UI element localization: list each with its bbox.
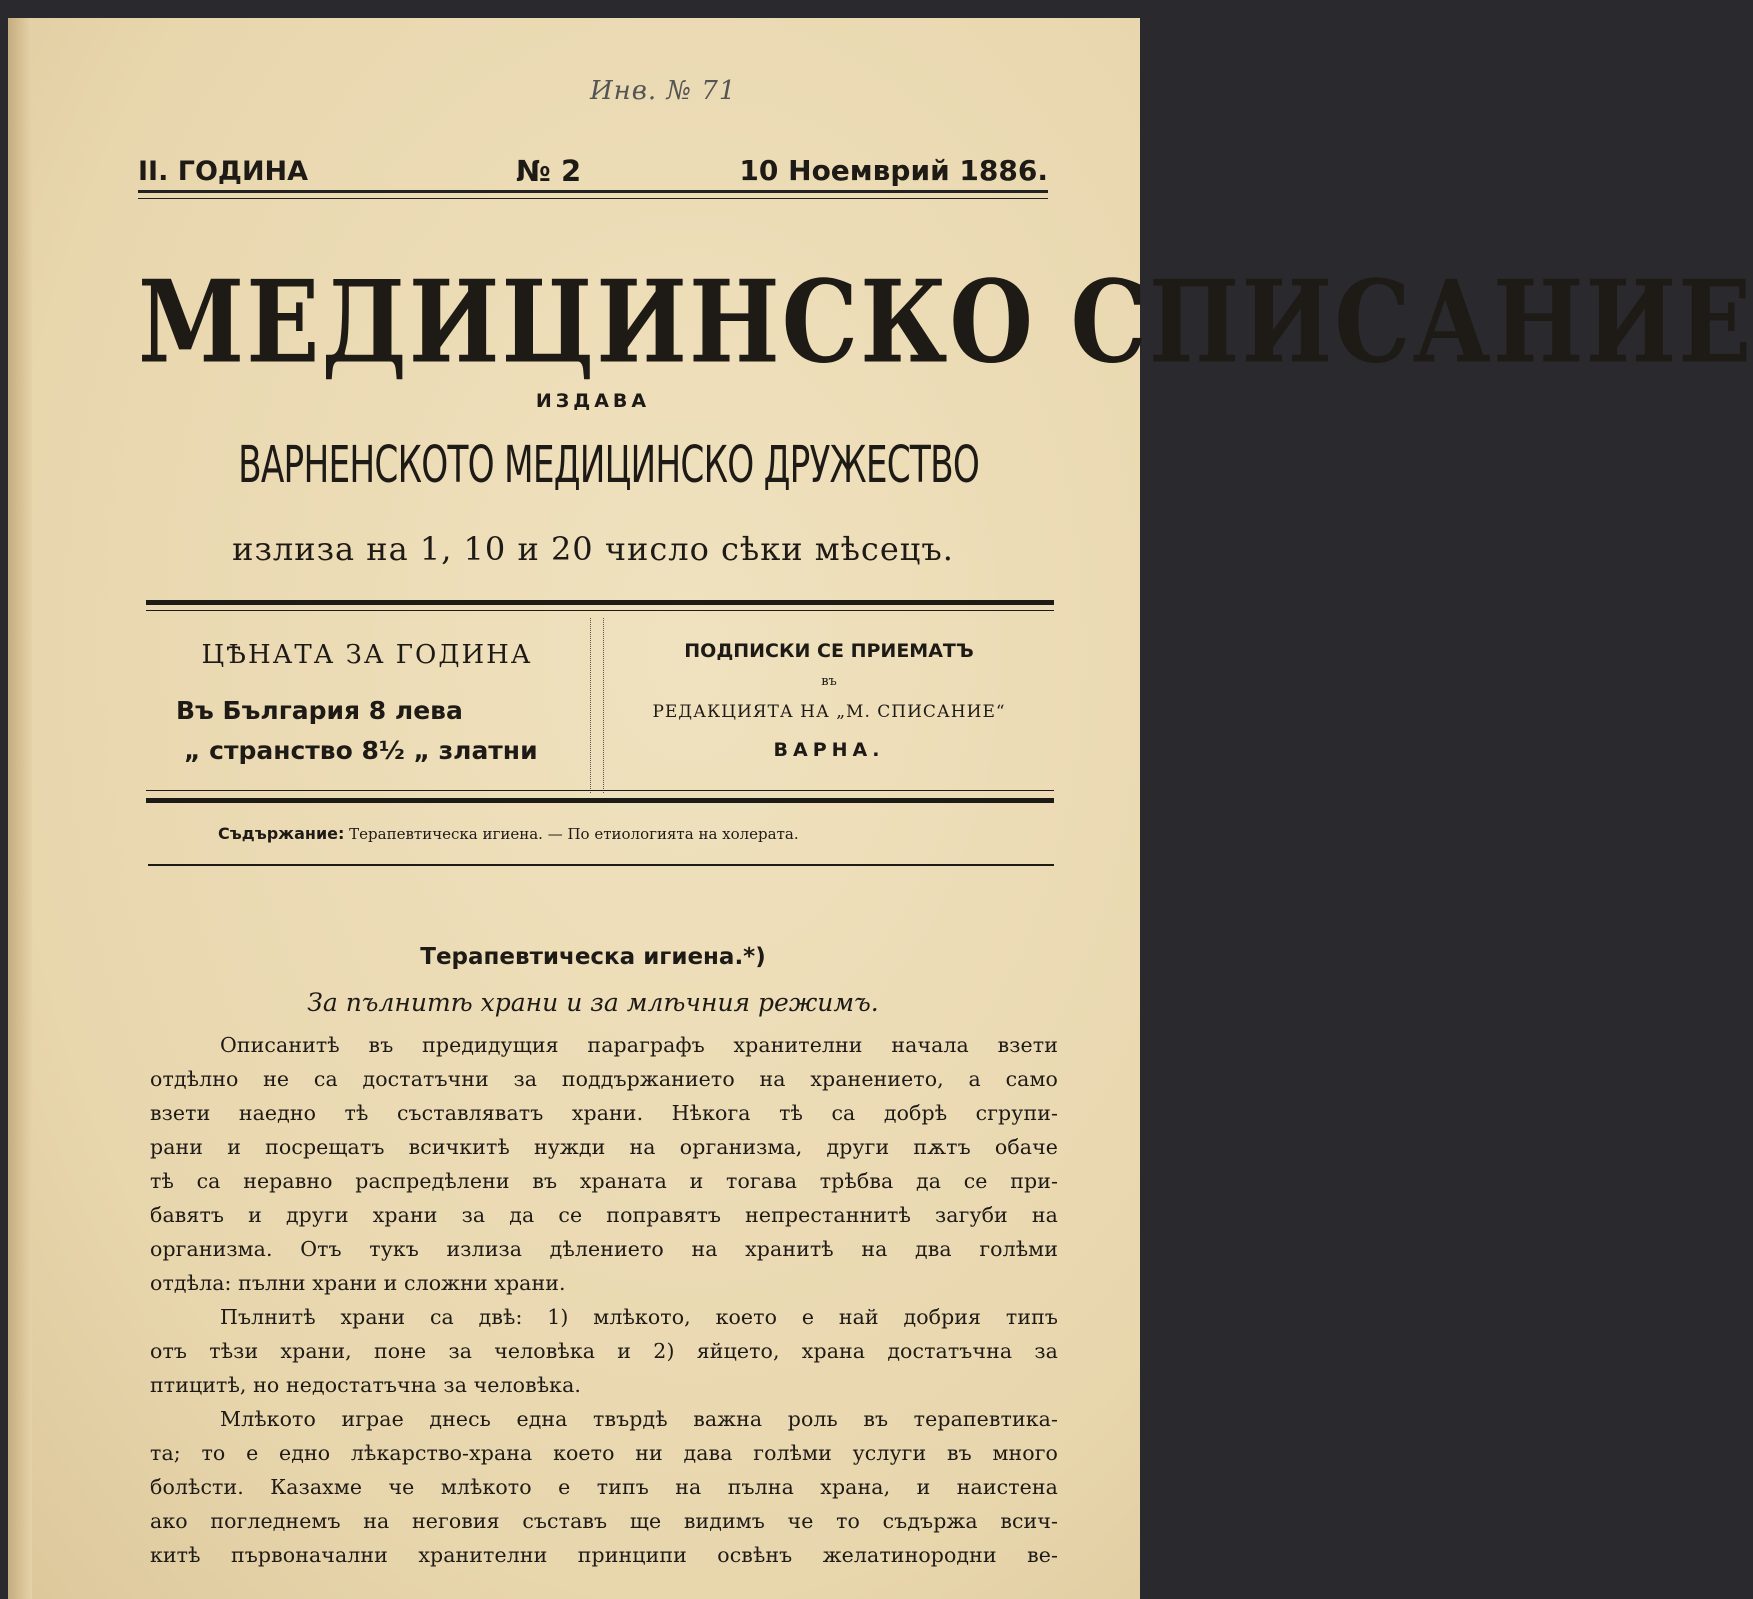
price-bulgaria: Въ България 8 лева	[176, 696, 463, 725]
text-line: ако погледнемъ на неговия съставъ ще видимъ че то съдържа всич-	[150, 1509, 1058, 1533]
text-line: та; то е едно лѣкарство-храна което ни дава голѣми услуги въ много	[150, 1441, 1058, 1465]
journal-title: МЕДИЦИНСКО СПИСАНИЕ	[138, 255, 1753, 389]
subscription-preposition: въ	[821, 674, 837, 689]
contents-rule	[148, 864, 1054, 866]
publication-year: II. ГОДИНА	[138, 156, 309, 187]
text-line: китѣ първоначални хранителни принципи освѣнъ желатинородни ве-	[150, 1543, 1058, 1567]
handwritten-inventory-note: Инв. № 71	[590, 76, 737, 106]
contents-label: Съдържание:	[218, 824, 345, 843]
text-line: отъ тѣзи храни, поне за человѣка и 2) яйцето, храна достатъчна за	[150, 1339, 1058, 1363]
text-line: организма. Отъ тукъ излиза дѣлението на хранитѣ на два голѣми	[150, 1237, 1058, 1261]
info-box-bottom-rule-thin	[146, 790, 1054, 791]
info-box-bottom-rule	[146, 798, 1054, 803]
text-line: отдѣлно не са достатъчни за поддържанието на хранението, а само	[150, 1067, 1058, 1091]
masthead-rule-thin	[138, 198, 1048, 199]
text-line: Млѣкото играе днесь една твърдѣ важна роль въ терапевтика-	[220, 1407, 1058, 1431]
price-title: ЦѢНАТА ЗА ГОДИНА	[201, 640, 533, 670]
masthead-rule	[138, 190, 1048, 193]
text-line: Описанитѣ въ предидущия параграфъ хранителни начала взети	[220, 1033, 1058, 1057]
publisher-name: ВАРНЕНСКОТО МЕДИЦИНСКО ДРУЖЕСТВО	[238, 436, 980, 495]
info-box-divider	[590, 618, 604, 793]
issue-number: № 2	[516, 154, 582, 188]
text-line: бавятъ и други храни за да се поправятъ непрестаннитѣ загуби на	[150, 1203, 1058, 1227]
publication-schedule: излиза на 1, 10 и 20 число сѣки мѣсецъ.	[232, 530, 954, 568]
article-subtitle: За пълнитѣ храни и за млѣчния режимъ.	[307, 988, 879, 1017]
subscription-city: ВАРНА.	[773, 739, 885, 761]
text-line: взети наедно тѣ съставляватъ храни. Нѣкога тѣ са добрѣ сгрупи-	[150, 1101, 1058, 1125]
text-line: болѣсти. Казахме че млѣкото е типъ на пълна храна, и наистена	[150, 1475, 1058, 1499]
info-box-top-rule	[146, 600, 1054, 605]
binding-edge	[8, 18, 32, 1599]
text-line: Пълнитѣ храни са двѣ: 1) млѣкото, което е най добрия типъ	[220, 1305, 1058, 1329]
newspaper-page	[8, 18, 1753, 1599]
issue-date: 10 Ноемврий 1886.	[739, 154, 1048, 187]
price-abroad: „ странство 8½ „ златни	[184, 736, 538, 765]
text-line: тѣ са неравно распредѣлени въ храната и тогава трѣбва да се при-	[150, 1169, 1058, 1193]
text-line: рани и посрещатъ всичкитѣ нужди на организма, други пѫтъ обаче	[150, 1135, 1058, 1159]
subscription-title: ПОДПИСКИ СЕ ПРИЕМАТЪ	[684, 640, 974, 662]
info-box-top-rule-thin	[146, 610, 1054, 611]
article-title: Терапевтическа игиена.*)	[420, 944, 766, 970]
contents-text: Терапевтическа игиена. — По етиологията на холерата.	[344, 825, 799, 843]
table-of-contents	[218, 824, 799, 843]
text-line: птицитѣ, но недостатъчна за человѣка.	[150, 1373, 582, 1397]
text-line: отдѣла: пълни храни и сложни храни.	[150, 1271, 566, 1295]
subscription-office: РЕДАКЦИЯТА НА „М. СПИСАНИЕ“	[652, 702, 1006, 722]
article-body	[150, 1028, 1058, 1572]
masthead	[138, 148, 1048, 196]
publisher-intro: ИЗДАВА	[535, 390, 651, 412]
